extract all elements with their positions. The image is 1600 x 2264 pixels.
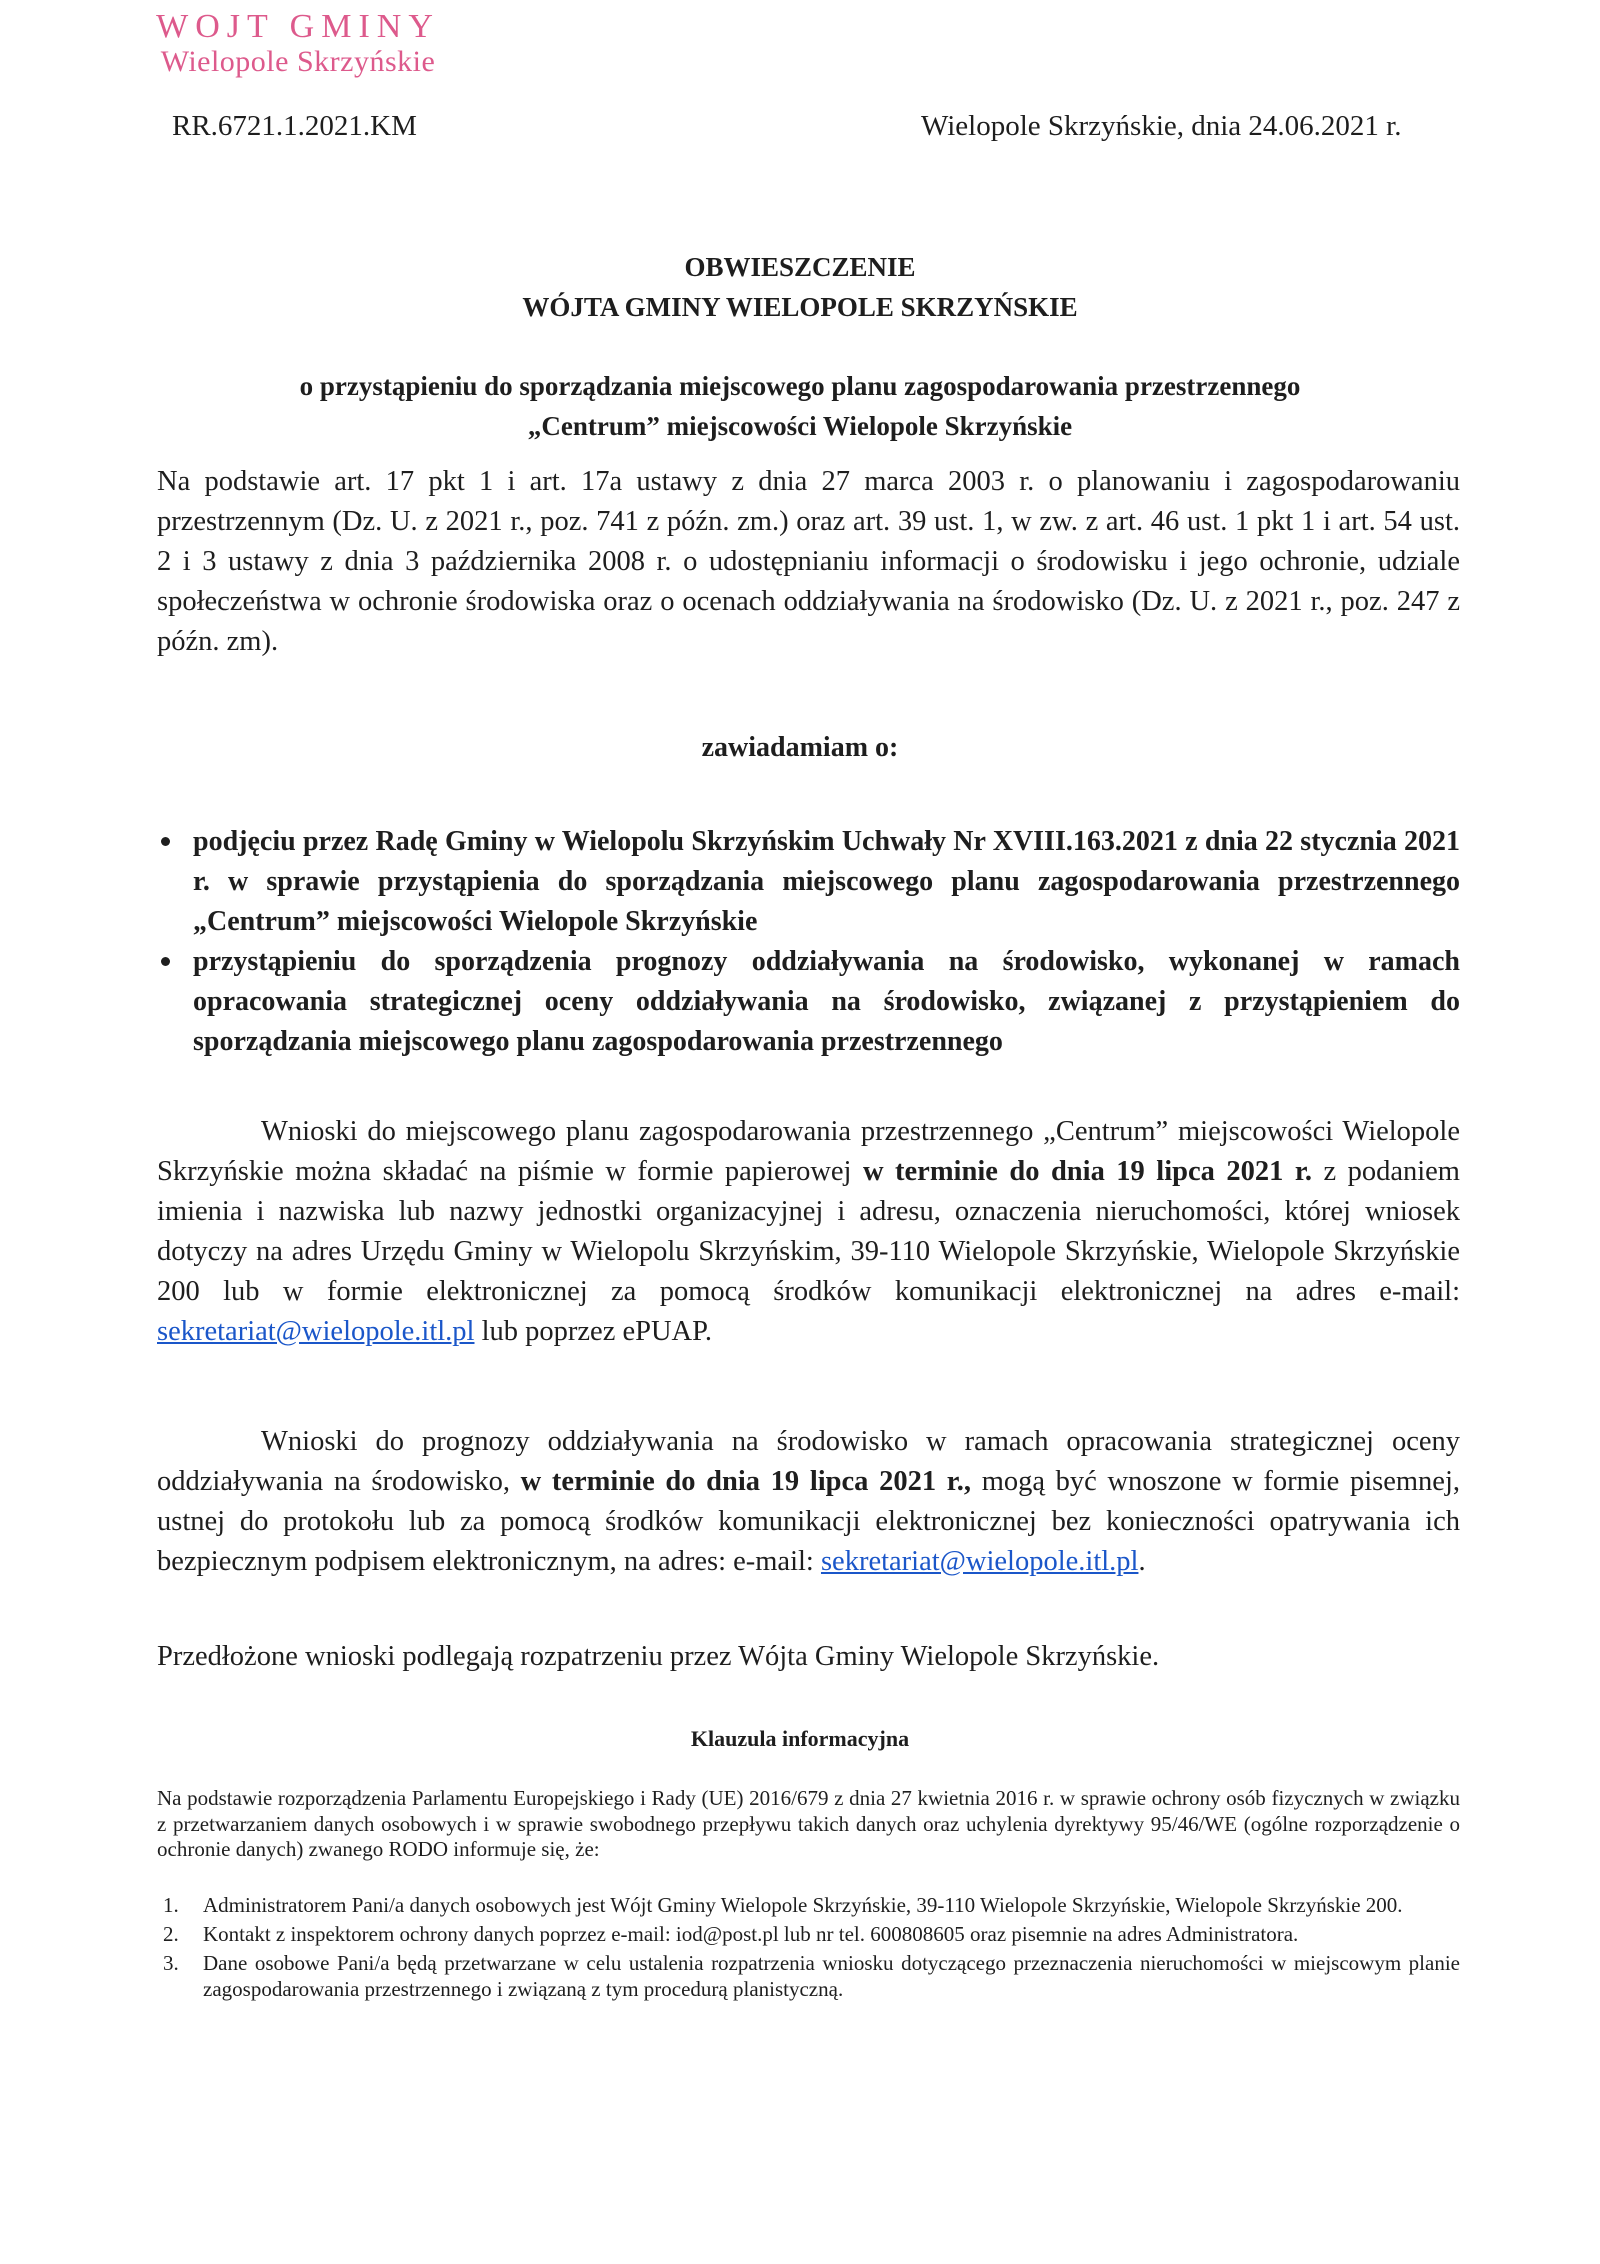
place-and-date: Wielopole Skrzyńskie, dnia 24.06.2021 r.	[921, 110, 1402, 142]
clause-heading: Klauzula informacyjna	[690, 1726, 910, 1751]
clause-item-text: Kontakt z inspektorem ochrony danych poprzez e-mail: iod@post.pl lub nr tel. 600808605 oraz pisemnie na adres Administratora.	[203, 1922, 1299, 1946]
clause-item-number: 3.	[163, 1951, 179, 1975]
clause-intro: Na podstawie rozporządzenia Parlamentu Europejskiego i Rady (UE) 2016/679 z dnia 27 kwietnia 2016 r. w sprawie ochrony osób fizycznych w związku z przetwarzaniem danych osobowych i w sprawie swobodnego przepływu takich danych oraz uchylenia dyrektywy 95/46/WE (ogólne rozporządzenie o ochronie danych) zwanego RODO informuje się, że:	[157, 1786, 1460, 1861]
paragraph-text: lub poprzez ePUAP.	[474, 1316, 712, 1347]
paragraph-text: Wnioski do miejscowego planu zagospodarowania przestrzennego „Centrum” miejscowości Wielopole Skrzyńskie można składać na piśmie w formie papierowej	[157, 1116, 1460, 1187]
list-item-text: przystąpieniu do sporządzenia prognozy oddziaływania na środowisko, wykonanej w ramach opracowania strategicznej oceny oddziaływania na środowisko, związanej z przystąpieniem do sporządzania miejscowego planu zagospodarowania przestrzennego	[193, 946, 1460, 1057]
bullet-icon	[161, 957, 170, 966]
clause-item	[157, 1921, 1460, 1947]
bullet-icon	[161, 837, 170, 846]
clause-item-text: Administratorem Pani/a danych osobowych jest Wójt Gminy Wielopole Skrzyńskie, 39-110 Wielopole Skrzyńskie, Wielopole Skrzyńskie 200.	[203, 1893, 1403, 1917]
email-link[interactable]: sekretariat@wielopole.itl.pl	[820, 1546, 1139, 1577]
legal-basis-paragraph: Na podstawie art. 17 pkt 1 i art. 17a ustawy z dnia 27 marca 2003 r. o planowaniu i zagospodarowaniu przestrzennym (Dz. U. z 2021 r., poz. 741 z późn. zm.) oraz art. 39 ust. 1, w zw. z art. 46 ust. 1 pkt 1 i art. 54 ust. 2 i 3 ustawy z dnia 3 października 2008 r. o udostępnianiu informacji o środowisku i jego ochronie, udziale społeczeństwa w ochronie środowiska oraz o ocenach oddziaływania na środowisko (Dz. U. z 2021 r., poz. 247 z późn. zm).	[157, 466, 1460, 657]
forecast-applications-paragraph	[157, 1422, 1460, 1582]
stamp-line-1: WOJT GMINY	[156, 8, 440, 45]
paragraph-text: z podaniem imienia i nazwiska lub nazwy jednostki organizacyjnej i adresu, oznaczenia nieruchomości, której wniosek dotyczy na adres Urzędu Gminy w Wielopolu Skrzyńskim, 39-110 Wielopole Skrzyńskie, Wielopole Skrzyńskie 200 lub w formie elektronicznej za pomocą środków komunikacji elektronicznej na adres e-mail:	[157, 1156, 1460, 1307]
deadline-text: w terminie do dnia 19 lipca 2021 r.,	[520, 1466, 972, 1497]
list-item	[157, 822, 1460, 942]
official-stamp	[148, 8, 448, 78]
list-item-text: podjęciu przez Radę Gminy w Wielopolu Skrzyńskim Uchwały Nr XVIII.163.2021 z dnia 22 stycznia 2021 r. w sprawie przystąpienia do sporządzania miejscowego planu zagospodarowania przestrzennego „Centrum” miejscowości Wielopole Skrzyńskie	[193, 826, 1460, 937]
clause-item	[157, 1950, 1460, 2002]
subtitle-line-2: „Centrum” miejscowości Wielopole Skrzyńskie	[527, 411, 1073, 441]
document-title: OBWIESZCZENIE	[684, 252, 916, 282]
document-subtitle	[0, 366, 1600, 446]
reference-number: RR.6721.1.2021.KM	[172, 110, 417, 142]
closing-sentence: Przedłożone wnioski podlegają rozpatrzeniu przez Wójta Gminy Wielopole Skrzyńskie.	[157, 1641, 1160, 1672]
clause-item-number: 2.	[163, 1922, 179, 1946]
list-item	[157, 942, 1460, 1062]
clause-item	[157, 1892, 1460, 1918]
paragraph-text: .	[1138, 1546, 1146, 1577]
clause-item-text: Dane osobowe Pani/a będą przetwarzane w celu ustalenia rozpatrzenia wniosku dotyczącego przeznaczenia nieruchomości w miejscowym planie zagospodarowania przestrzennego i związaną z tym procedurą planistyczną.	[203, 1951, 1460, 2001]
clause-item-number: 1.	[163, 1893, 179, 1917]
notification-list	[157, 822, 1460, 1062]
stamp-line-2: Wielopole Skrzyńskie	[160, 45, 436, 78]
paragraph-text: Wnioski do prognozy oddziaływania na środowisko w ramach opracowania strategicznej oceny oddziaływania na środowisko,	[157, 1426, 1460, 1497]
subtitle-line-1: o przystąpieniu do sporządzania miejscowego planu zagospodarowania przestrzennego	[299, 371, 1301, 401]
email-link[interactable]: sekretariat@wielopole.itl.pl	[157, 1316, 475, 1347]
plan-applications-paragraph	[157, 1112, 1460, 1352]
notify-heading: zawiadamiam o:	[701, 732, 899, 763]
paragraph-text: mogą być wnoszone w formie pisemnej, ustnej do protokołu lub za pomocą środków komunikacji elektronicznej bez konieczności opatrywania ich bezpiecznym podpisem elektronicznym, na adres: e-mail:	[157, 1466, 1460, 1577]
document-title-authority: WÓJTA GMINY WIELOPOLE SKRZYŃSKIE	[522, 292, 1078, 322]
deadline-text: w terminie do dnia 19 lipca 2021 r.	[862, 1156, 1312, 1187]
clause-list	[157, 1892, 1460, 2005]
